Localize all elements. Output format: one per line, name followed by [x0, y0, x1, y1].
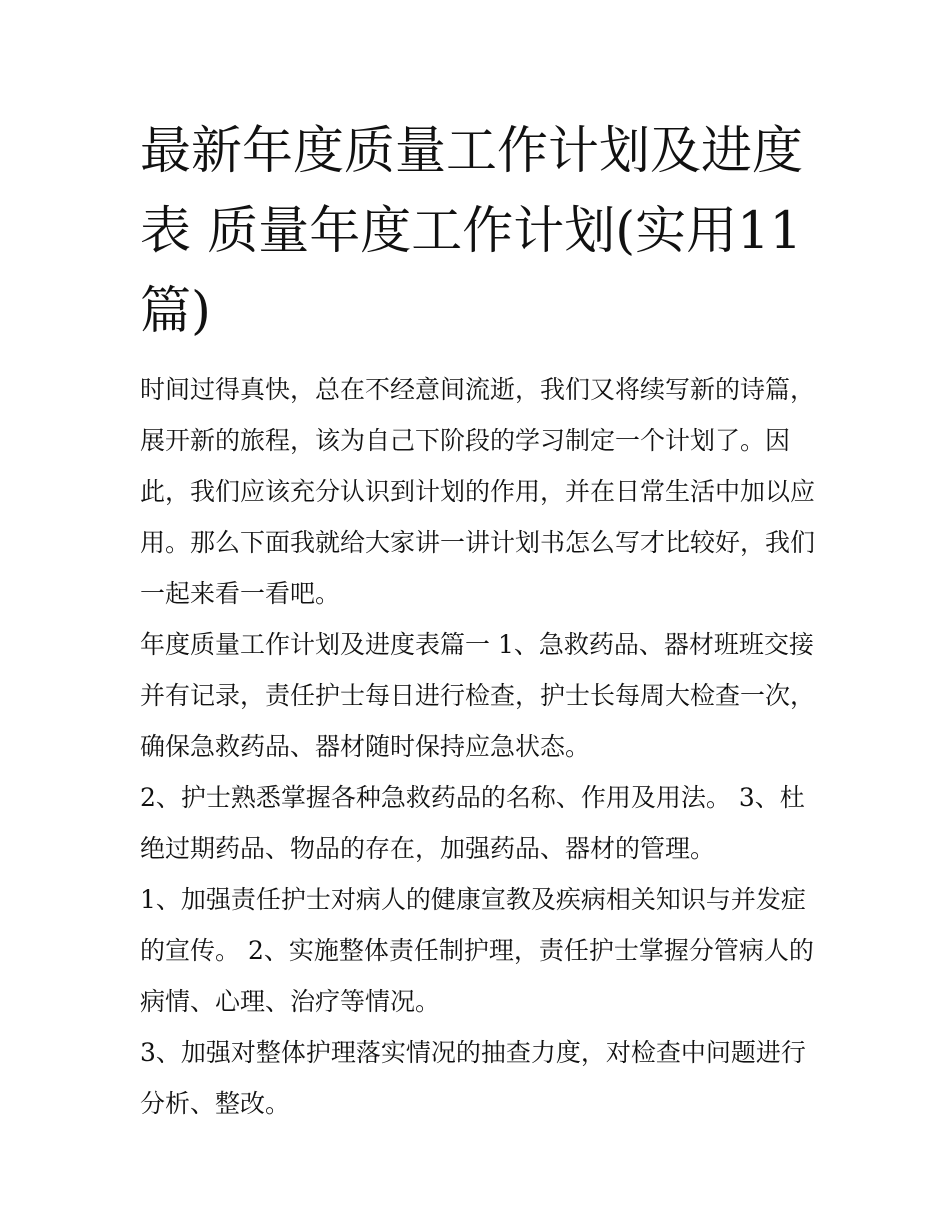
document-page: [140, 112, 816, 1129]
section-paragraph-3: 1、加强责任护士对病人的健康宣教及疾病相关知识与并发症的宣传。 2、实施整体责任制护理，责任护士掌握分管病人的病情、心理、治疗等情况。: [140, 885, 814, 1016]
document-title: 最新年度质量工作计划及进度表 质量年度工作计划(实用11篇): [140, 122, 804, 341]
section-paragraph-2: 2、护士熟悉掌握各种急救药品的名称、作用及用法。 3、杜绝过期药品、物品的存在，加强药品、器材的管理。: [140, 783, 805, 863]
document-body: [140, 364, 816, 1129]
intro-paragraph: 时间过得真快，总在不经意间流逝，我们又将续写新的诗篇，展开新的旅程，该为自己下阶段的学习制定一个计划了。因此，我们应该充分认识到计划的作用，并在日常生活中加以应用。那么下面我就给大家讲一讲计划书怎么写才比较好，我们一起来看一看吧。: [140, 375, 816, 608]
section-paragraph-1: 年度质量工作计划及进度表篇一 1、急救药品、器材班班交接并有记录，责任护士每日进行检查，护士长每周大检查一次，确保急救药品、器材随时保持应急状态。: [140, 630, 816, 761]
section-paragraph-4: 3、加强对整体护理落实情况的抽查力度，对检查中问题进行分析、整改。: [140, 1038, 806, 1118]
